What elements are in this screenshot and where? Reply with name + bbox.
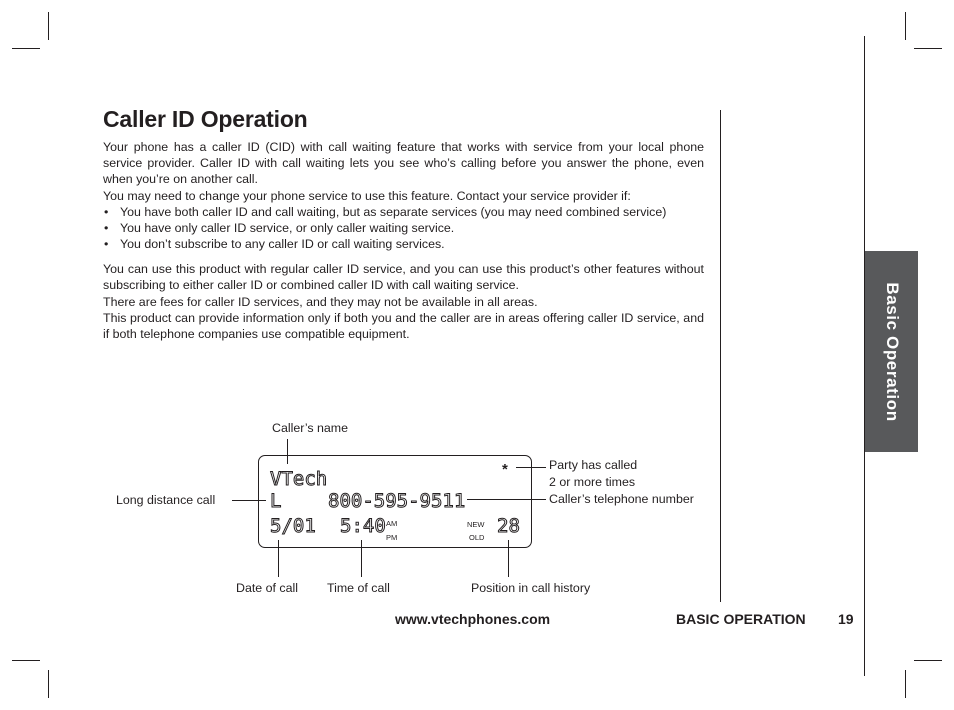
list-item: • You don’t subscribe to any caller ID or call waiting services. [103,236,713,252]
fees-paragraph: There are fees for caller ID services, and they may not be available in all areas. [103,295,538,309]
leader-line [361,540,362,577]
crop-mark [12,660,40,661]
change-service-paragraph: You may need to change your phone service to use this feature. Contact your service provider if: [103,189,631,203]
crop-mark [48,670,49,698]
label-time-of-call: Time of call [327,581,390,595]
leader-line [232,500,266,501]
footer-url: www.vtechphones.com [395,611,551,627]
label-party-called: 2 or more times [549,475,636,489]
crop-mark [905,12,906,40]
leader-line [278,540,279,577]
label-date-of-call: Date of call [236,581,298,595]
leader-line [287,439,288,464]
list-item: • You have only caller ID service, or only caller waiting service. [103,220,713,236]
leader-line [508,540,509,577]
section-tab-label: Basic Operation [882,281,902,422]
display-am: AM [386,519,398,528]
page-title: Caller ID Operation [103,106,308,132]
leader-line [467,499,546,500]
display-pm: PM [386,533,398,542]
repeat-call-star-icon: * [502,461,508,478]
caller-id-display [258,455,532,548]
label-position: Position in call history [471,581,591,595]
leader-line [516,467,546,468]
display-old: OLD [469,533,485,542]
intro-paragraph: Your phone has a caller ID (CID) with call waiting feature that works with service from your local phone service provider. Caller ID with call waiting lets you see who’s calling before you answer the phone, even when you’re on another call. [103,140,704,186]
page-number: 19 [838,611,854,627]
display-new: NEW [467,520,485,529]
crop-mark [12,48,40,49]
list-item: • You have both caller ID and call waiting, but as separate services (you may need combined service) [103,204,713,220]
bullet-list [103,204,713,252]
display-caller-name: VTech [270,468,328,490]
label-callers-name: Caller’s name [272,421,348,435]
crop-mark [48,12,49,40]
label-party-called: Party has called [549,458,638,472]
column-divider [720,110,721,602]
display-time: 5:40 [340,515,386,537]
display-phone-number: 800-595-9511 [328,490,466,512]
section-tab [865,251,918,452]
display-long-distance: L [270,490,282,512]
crop-mark [914,660,942,661]
crop-mark [905,670,906,698]
footer-section: BASIC OPERATION [676,611,806,627]
display-position: 28 [497,515,520,537]
availability-paragraph: This product can provide information only if both you and the caller are in areas offering caller ID service, and if both telephone companies use compatible equipment. [103,311,704,341]
label-callers-number: Caller’s telephone number [549,492,694,506]
label-long-distance: Long distance call [116,493,216,507]
usage-paragraph: You can use this product with regular caller ID service, and you can use this product’s other features without subscribing to either caller ID or combined caller ID with call waiting service. [103,262,704,292]
crop-mark [914,48,942,49]
display-date: 5/01 [270,515,316,537]
